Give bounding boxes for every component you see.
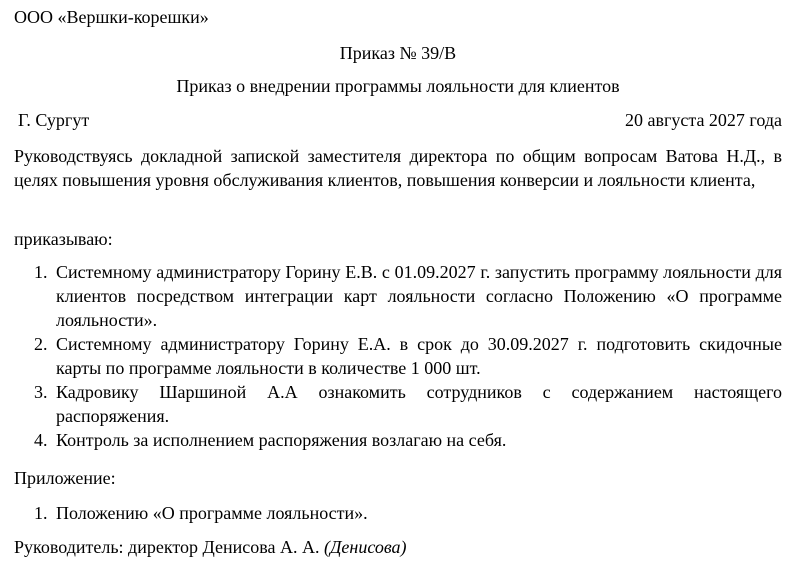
organization-name: ООО «Вершки-корешки» [14,7,209,27]
list-item [34,332,782,380]
list-item [34,501,782,525]
signature-label: Руководитель: директор Денисова А. А. [14,537,320,557]
order-date: 20 августа 2027 года [625,110,782,130]
list-item-number: 1. [34,262,48,282]
order-title: Приказ № 39/В [339,43,457,63]
list-item-number: 4. [34,430,48,450]
list-item-number: 1. [34,503,48,523]
list-item [34,380,782,428]
list-item [34,260,782,332]
list-item [34,428,782,452]
preamble: Руководствуясь докладной запиской заместителя директора по общим вопросам Ватова Н.Д., в целях повышения уровня обслуживания клиентов, повышения конверсии и лояльности клиента, [14,146,782,190]
list-item-text: Контроль за исполнением распоряжения возлагаю на себя. [56,430,507,450]
order-word: приказываю: [14,229,113,249]
list-item-text: Кадровику Шаршиной А.А ознакомить сотрудников с содержанием настоящего распоряжения. [56,382,782,426]
order-subject: Приказ о внедрении программы лояльности для клиентов [176,76,620,96]
appendix-label: Приложение: [14,468,116,488]
appendix-list [34,501,782,525]
list-item-number: 3. [34,382,48,402]
order-city: Г. Сургут [18,110,90,130]
list-item-number: 2. [34,334,48,354]
list-item-text: Системному администратору Горину Е.В. с 01.09.2027 г. запустить программу лояльности для клиентов посредством интеграции карт лояльности согласно Положению «О программе лояльности». [56,262,782,330]
order-items-list [34,260,782,452]
list-item-text: Системному администратору Горину Е.А. в срок до 30.09.2027 г. подготовить скидочные карты по программе лояльности в количестве 1 000 шт. [56,334,782,378]
signature-name: (Денисова) [323,537,407,557]
signature-line [14,536,407,558]
list-item-text: Положению «О программе лояльности». [56,503,368,523]
